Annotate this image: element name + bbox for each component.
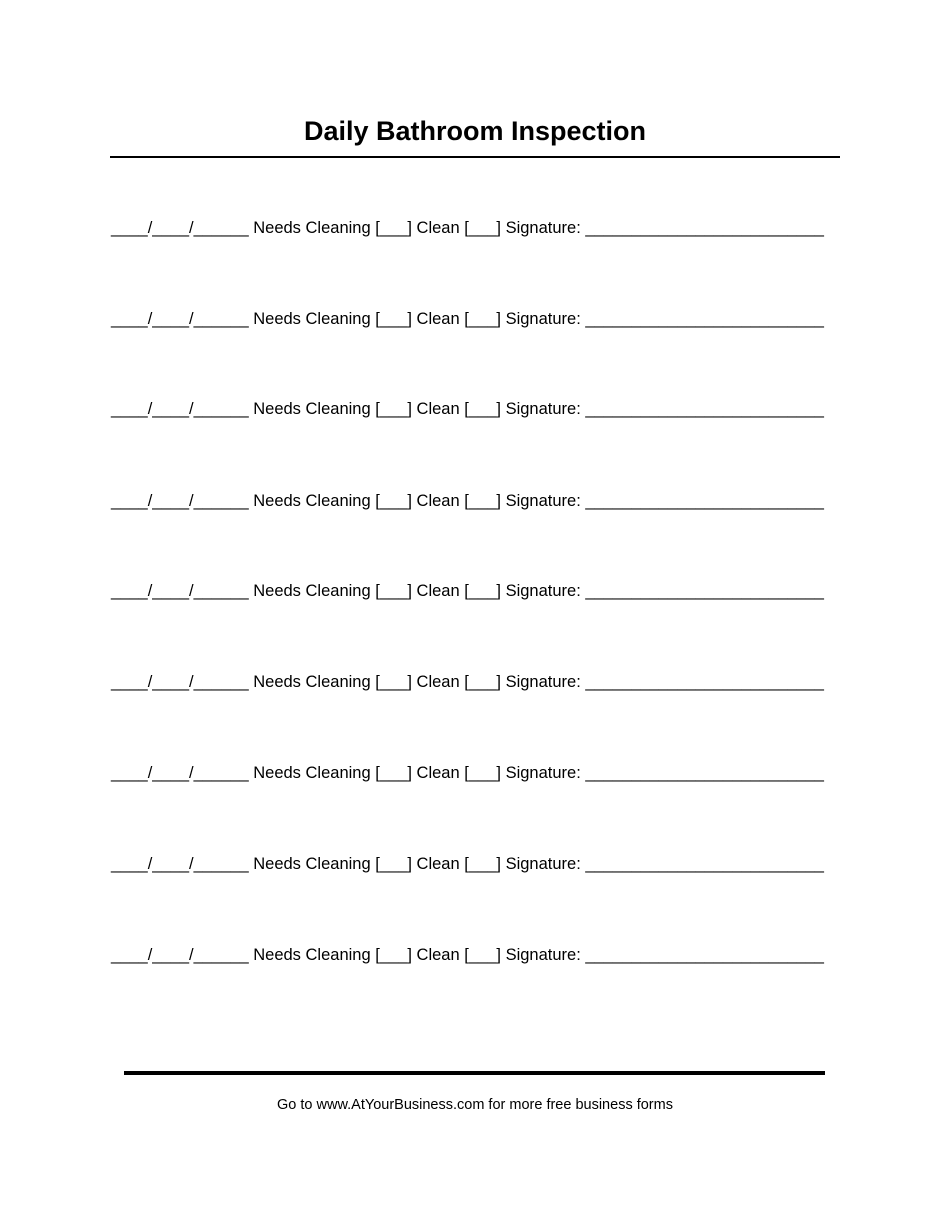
date-field[interactable]: ____/____/______: [111, 310, 249, 328]
inspection-row: [111, 490, 841, 512]
needs-cleaning-label: Needs Cleaning: [253, 764, 371, 782]
clean-label: Clean: [416, 764, 460, 782]
signature-label: Signature:: [505, 492, 581, 510]
signature-field[interactable]: __________________________: [585, 946, 824, 964]
needs-cleaning-checkbox[interactable]: [___]: [375, 855, 412, 873]
needs-cleaning-checkbox[interactable]: [___]: [375, 764, 412, 782]
title-divider: [110, 156, 840, 158]
inspection-row: [111, 762, 841, 784]
signature-label: Signature:: [505, 400, 581, 418]
date-field[interactable]: ____/____/______: [111, 582, 249, 600]
signature-field[interactable]: __________________________: [585, 673, 824, 691]
footer-text: Go to www.AtYourBusiness.com for more free business forms: [277, 1097, 673, 1113]
inspection-row: [111, 671, 841, 693]
signature-label: Signature:: [505, 673, 581, 691]
clean-checkbox[interactable]: [___]: [464, 855, 501, 873]
page-title: Daily Bathroom Inspection: [303, 116, 647, 146]
signature-label: Signature:: [505, 310, 581, 328]
inspection-row: [111, 217, 841, 239]
needs-cleaning-label: Needs Cleaning: [253, 946, 371, 964]
date-field[interactable]: ____/____/______: [111, 219, 249, 237]
date-field[interactable]: ____/____/______: [111, 764, 249, 782]
clean-checkbox[interactable]: [___]: [464, 946, 501, 964]
needs-cleaning-label: Needs Cleaning: [253, 400, 371, 418]
clean-label: Clean: [416, 310, 460, 328]
needs-cleaning-checkbox[interactable]: [___]: [375, 219, 412, 237]
needs-cleaning-checkbox[interactable]: [___]: [375, 310, 412, 328]
needs-cleaning-label: Needs Cleaning: [253, 673, 371, 691]
needs-cleaning-label: Needs Cleaning: [253, 492, 371, 510]
needs-cleaning-label: Needs Cleaning: [253, 310, 371, 328]
needs-cleaning-checkbox[interactable]: [___]: [375, 400, 412, 418]
inspection-row: [111, 580, 841, 602]
signature-field[interactable]: __________________________: [585, 400, 824, 418]
date-field[interactable]: ____/____/______: [111, 400, 249, 418]
clean-checkbox[interactable]: [___]: [464, 673, 501, 691]
needs-cleaning-checkbox[interactable]: [___]: [375, 673, 412, 691]
inspection-row: [111, 398, 841, 420]
clean-label: Clean: [416, 673, 460, 691]
clean-checkbox[interactable]: [___]: [464, 492, 501, 510]
signature-label: Signature:: [505, 582, 581, 600]
date-field[interactable]: ____/____/______: [111, 492, 249, 510]
signature-field[interactable]: __________________________: [585, 582, 824, 600]
signature-label: Signature:: [505, 946, 581, 964]
date-field[interactable]: ____/____/______: [111, 673, 249, 691]
clean-label: Clean: [416, 219, 460, 237]
clean-checkbox[interactable]: [___]: [464, 400, 501, 418]
needs-cleaning-label: Needs Cleaning: [253, 219, 371, 237]
inspection-row: [111, 944, 841, 966]
inspection-row: [111, 308, 841, 330]
signature-label: Signature:: [505, 764, 581, 782]
signature-label: Signature:: [505, 219, 581, 237]
footer-divider: [124, 1071, 825, 1075]
signature-field[interactable]: __________________________: [585, 310, 824, 328]
clean-label: Clean: [416, 492, 460, 510]
signature-field[interactable]: __________________________: [585, 855, 824, 873]
clean-label: Clean: [416, 400, 460, 418]
clean-checkbox[interactable]: [___]: [464, 310, 501, 328]
clean-label: Clean: [416, 582, 460, 600]
needs-cleaning-label: Needs Cleaning: [253, 855, 371, 873]
date-field[interactable]: ____/____/______: [111, 855, 249, 873]
clean-checkbox[interactable]: [___]: [464, 764, 501, 782]
inspection-row: [111, 853, 841, 875]
clean-label: Clean: [416, 855, 460, 873]
needs-cleaning-checkbox[interactable]: [___]: [375, 582, 412, 600]
signature-field[interactable]: __________________________: [585, 219, 824, 237]
clean-checkbox[interactable]: [___]: [464, 219, 501, 237]
needs-cleaning-label: Needs Cleaning: [253, 582, 371, 600]
needs-cleaning-checkbox[interactable]: [___]: [375, 946, 412, 964]
signature-field[interactable]: __________________________: [585, 492, 824, 510]
clean-checkbox[interactable]: [___]: [464, 582, 501, 600]
needs-cleaning-checkbox[interactable]: [___]: [375, 492, 412, 510]
signature-field[interactable]: __________________________: [585, 764, 824, 782]
clean-label: Clean: [416, 946, 460, 964]
date-field[interactable]: ____/____/______: [111, 946, 249, 964]
signature-label: Signature:: [505, 855, 581, 873]
